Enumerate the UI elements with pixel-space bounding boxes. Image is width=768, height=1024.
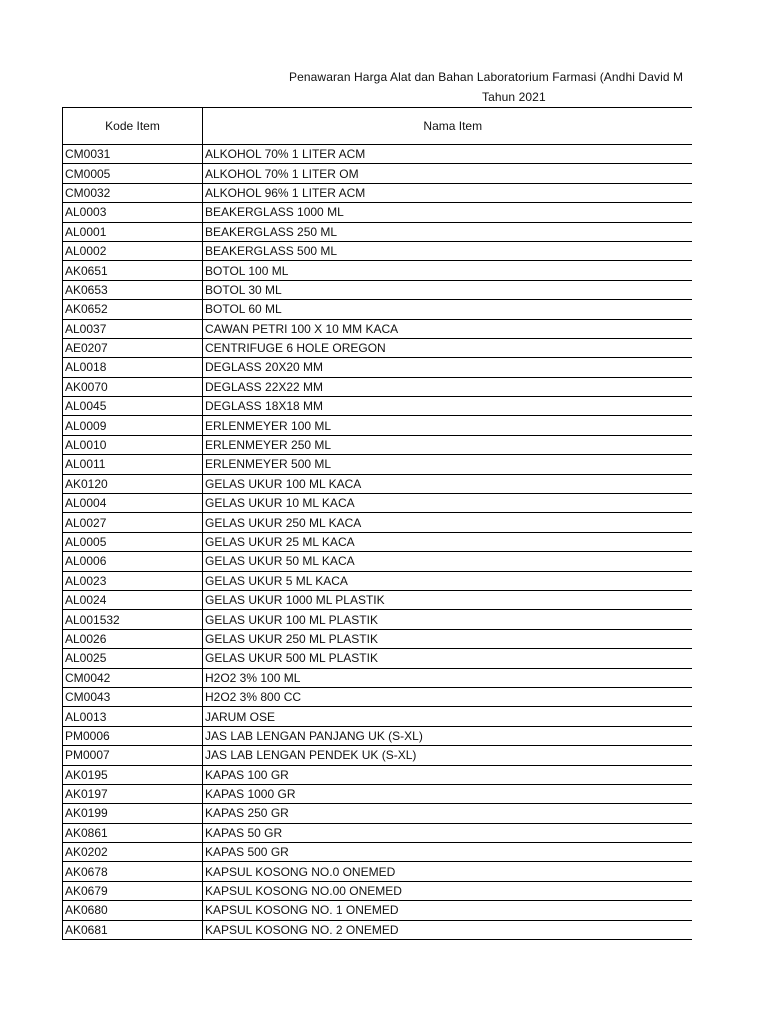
item-name-cell: CAWAN PETRI 100 X 10 MM KACA	[203, 319, 703, 338]
table-row	[63, 571, 703, 590]
item-name-cell: GELAS UKUR 100 ML PLASTIK	[203, 610, 703, 629]
item-code-cell: AE0207	[63, 338, 203, 357]
table-row	[63, 455, 703, 474]
item-code-cell: AL0003	[63, 203, 203, 222]
table-row	[63, 222, 703, 241]
item-code-cell: AK0681	[63, 920, 203, 939]
table-row	[63, 843, 703, 862]
item-code-cell: CM0005	[63, 164, 203, 183]
item-name-cell: GELAS UKUR 1000 ML PLASTIK	[203, 590, 703, 609]
item-name-cell: GELAS UKUR 100 ML KACA	[203, 474, 703, 493]
table-row	[63, 280, 703, 299]
table-row	[63, 707, 703, 726]
table-row	[63, 920, 703, 939]
item-name-cell: BEAKERGLASS 250 ML	[203, 222, 703, 241]
item-code-cell: CM0031	[63, 145, 203, 164]
table-row	[63, 765, 703, 784]
item-name-cell: CENTRIFUGE 6 HOLE OREGON	[203, 338, 703, 357]
table-row	[63, 145, 703, 164]
table-row	[63, 784, 703, 803]
item-name-cell: H2O2 3% 100 ML	[203, 668, 703, 687]
item-name-cell: KAPSUL KOSONG NO.00 ONEMED	[203, 881, 703, 900]
item-code-cell: AK0199	[63, 804, 203, 823]
item-name-cell: KAPSUL KOSONG NO. 1 ONEMED	[203, 901, 703, 920]
item-code-cell: AL0001	[63, 222, 203, 241]
item-name-cell: ALKOHOL 70% 1 LITER ACM	[203, 145, 703, 164]
table-row	[63, 183, 703, 202]
item-code-cell: AK0861	[63, 823, 203, 842]
item-name-cell: JAS LAB LENGAN PANJANG UK (S-XL)	[203, 726, 703, 745]
item-name-cell: DEGLASS 18X18 MM	[203, 397, 703, 416]
item-code-cell: AL0009	[63, 416, 203, 435]
item-name-cell: ALKOHOL 70% 1 LITER OM	[203, 164, 703, 183]
item-name-cell: GELAS UKUR 25 ML KACA	[203, 532, 703, 551]
table-row	[63, 416, 703, 435]
item-code-cell: AK0195	[63, 765, 203, 784]
document-year: Tahun 2021	[482, 90, 546, 104]
table-row	[63, 319, 703, 338]
item-code-cell: CM0032	[63, 183, 203, 202]
item-name-cell: ALKOHOL 96% 1 LITER ACM	[203, 183, 703, 202]
table-row	[63, 203, 703, 222]
item-code-cell: AK0202	[63, 843, 203, 862]
table-row	[63, 804, 703, 823]
item-code-cell: AL0024	[63, 590, 203, 609]
item-name-cell: KAPAS 500 GR	[203, 843, 703, 862]
item-name-cell: DEGLASS 20X20 MM	[203, 358, 703, 377]
table-row	[63, 300, 703, 319]
item-code-cell: AK0679	[63, 881, 203, 900]
table-row	[63, 338, 703, 357]
table-row	[63, 377, 703, 396]
item-name-cell: KAPSUL KOSONG NO. 2 ONEMED	[203, 920, 703, 939]
table-row	[63, 164, 703, 183]
item-name-cell: GELAS UKUR 250 ML KACA	[203, 513, 703, 532]
item-name-cell: GELAS UKUR 250 ML PLASTIK	[203, 629, 703, 648]
item-code-cell: AL0011	[63, 455, 203, 474]
table-row	[63, 513, 703, 532]
table-row	[63, 261, 703, 280]
item-name-cell: BOTOL 30 ML	[203, 280, 703, 299]
item-name-cell: DEGLASS 22X22 MM	[203, 377, 703, 396]
item-name-cell: KAPAS 50 GR	[203, 823, 703, 842]
item-name-cell: GELAS UKUR 50 ML KACA	[203, 552, 703, 571]
item-name-cell: KAPSUL KOSONG NO.0 ONEMED	[203, 862, 703, 881]
item-name-cell: GELAS UKUR 10 ML KACA	[203, 494, 703, 513]
table-row	[63, 881, 703, 900]
table-row	[63, 241, 703, 260]
item-name-cell: KAPAS 1000 GR	[203, 784, 703, 803]
item-code-cell: PM0006	[63, 726, 203, 745]
item-name-cell: GELAS UKUR 5 ML KACA	[203, 571, 703, 590]
item-code-cell: AL0002	[63, 241, 203, 260]
table-row	[63, 649, 703, 668]
table-row	[63, 823, 703, 842]
table-row	[63, 726, 703, 745]
item-code-cell: PM0007	[63, 746, 203, 765]
table-header-row	[63, 108, 703, 145]
table-row	[63, 862, 703, 881]
column-header-kode-item: Kode Item	[63, 108, 203, 145]
item-code-cell: AL0045	[63, 397, 203, 416]
item-name-cell: ERLENMEYER 500 ML	[203, 455, 703, 474]
item-name-cell: BEAKERGLASS 1000 ML	[203, 203, 703, 222]
item-name-cell: H2O2 3% 800 CC	[203, 687, 703, 706]
item-name-cell: JARUM OSE	[203, 707, 703, 726]
item-name-cell: KAPAS 100 GR	[203, 765, 703, 784]
item-name-cell: BEAKERGLASS 500 ML	[203, 241, 703, 260]
item-code-cell: AK0653	[63, 280, 203, 299]
item-code-cell: AL0025	[63, 649, 203, 668]
item-code-cell: AK0678	[63, 862, 203, 881]
table-row	[63, 494, 703, 513]
item-code-cell: AL0023	[63, 571, 203, 590]
item-name-cell: BOTOL 100 ML	[203, 261, 703, 280]
item-code-cell: AL0026	[63, 629, 203, 648]
item-code-cell: AL001532	[63, 610, 203, 629]
document-title: Penawaran Harga Alat dan Bahan Laboratorium Farmasi (Andhi David M	[289, 70, 684, 84]
item-code-cell: AL0037	[63, 319, 203, 338]
item-code-cell: AL0010	[63, 435, 203, 454]
table-row	[63, 435, 703, 454]
item-name-cell: ERLENMEYER 250 ML	[203, 435, 703, 454]
item-name-cell: JAS LAB LENGAN PENDEK UK (S-XL)	[203, 746, 703, 765]
table-row	[63, 552, 703, 571]
table-row	[63, 901, 703, 920]
table-row	[63, 474, 703, 493]
item-code-cell: AK0070	[63, 377, 203, 396]
column-header-nama-item: Nama Item	[203, 108, 703, 145]
table-row	[63, 532, 703, 551]
item-code-cell: CM0042	[63, 668, 203, 687]
price-table	[62, 107, 703, 940]
table-row	[63, 687, 703, 706]
table-body	[63, 145, 703, 940]
item-code-cell: AL0004	[63, 494, 203, 513]
item-name-cell: ERLENMEYER 100 ML	[203, 416, 703, 435]
item-code-cell: AK0651	[63, 261, 203, 280]
item-name-cell: KAPAS 250 GR	[203, 804, 703, 823]
item-code-cell: AL0027	[63, 513, 203, 532]
table-row	[63, 397, 703, 416]
item-code-cell: AL0005	[63, 532, 203, 551]
item-name-cell: BOTOL 60 ML	[203, 300, 703, 319]
table-row	[63, 629, 703, 648]
item-code-cell: AL0006	[63, 552, 203, 571]
table-row	[63, 358, 703, 377]
page-crop-edge	[692, 0, 768, 1024]
item-name-cell: GELAS UKUR 500 ML PLASTIK	[203, 649, 703, 668]
item-code-cell: AK0120	[63, 474, 203, 493]
item-code-cell: AL0018	[63, 358, 203, 377]
item-code-cell: AL0013	[63, 707, 203, 726]
table-row	[63, 590, 703, 609]
table-row	[63, 610, 703, 629]
table-row	[63, 668, 703, 687]
item-code-cell: AK0197	[63, 784, 203, 803]
item-code-cell: AK0680	[63, 901, 203, 920]
item-code-cell: AK0652	[63, 300, 203, 319]
item-code-cell: CM0043	[63, 687, 203, 706]
table-row	[63, 746, 703, 765]
